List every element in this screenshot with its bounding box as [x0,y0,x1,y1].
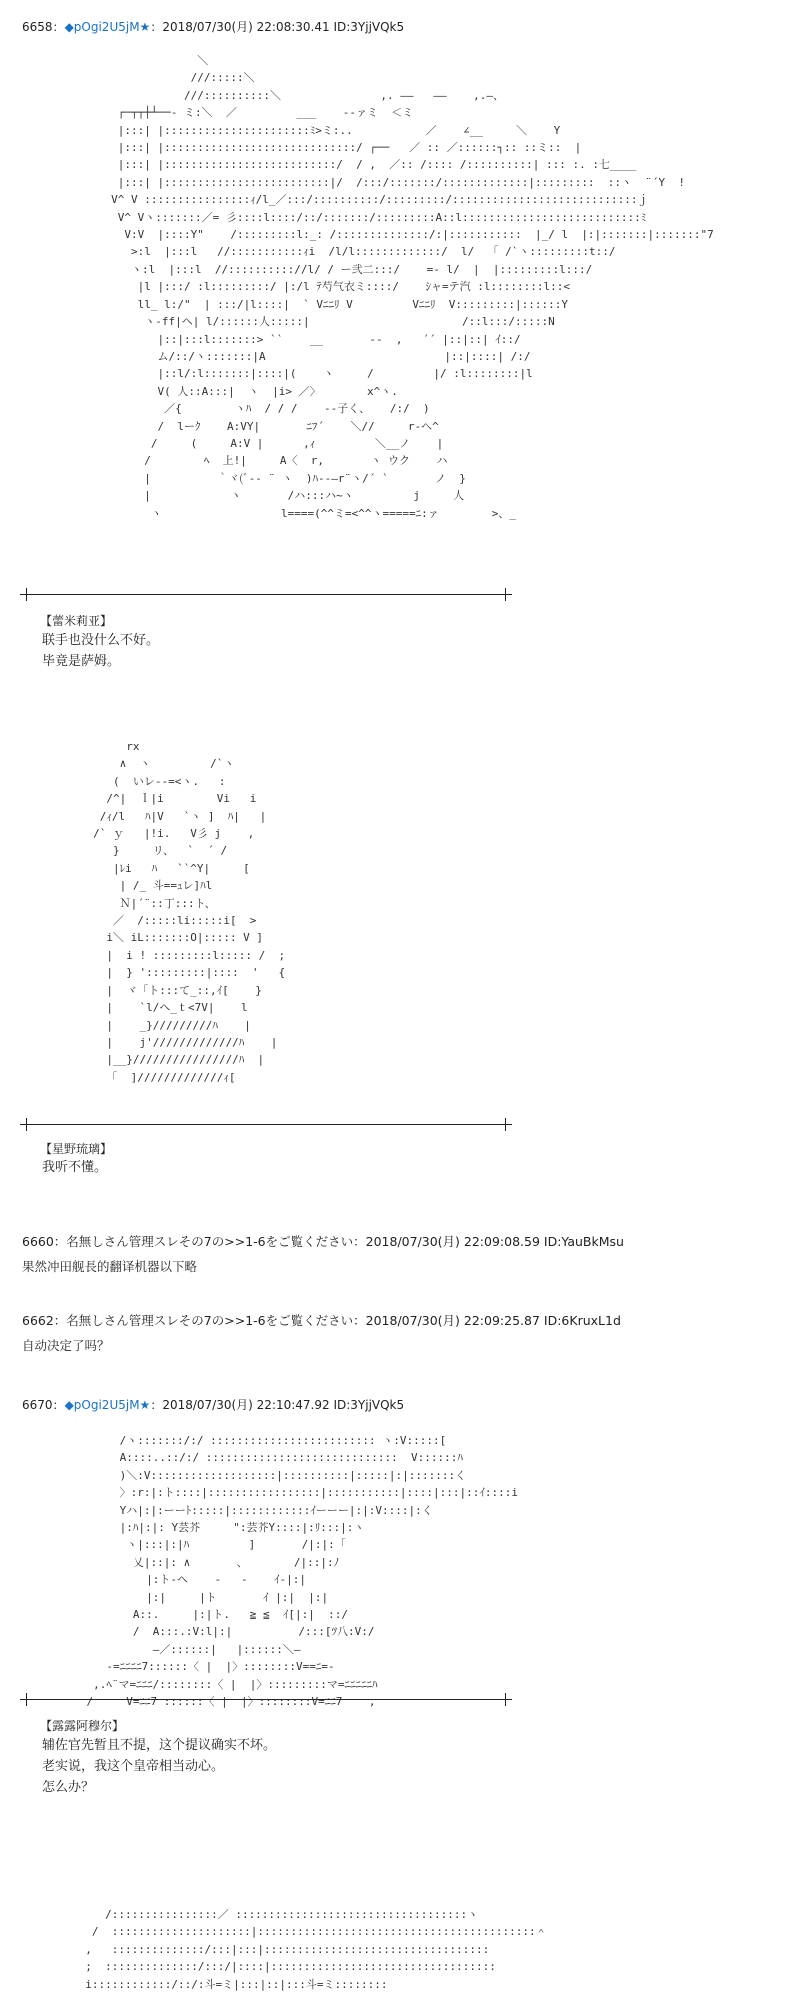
separator-tick [26,1693,27,1706]
post-header-6662: 6662：名無しさん管理スレその7の>>1-6をご覧ください：2018/07/30(月) 22:09:25.87 ID:6KruxL1d [22,1313,621,1328]
speaker-label: 【蕾米莉亚】 [40,614,113,628]
speech-text: 联手也没什么不好。 毕竟是萨姆。 [42,633,160,669]
speech-text: 我听不懂。 [42,1160,108,1175]
post-datetime: ：2018/07/30(月) 22:08:30.41 ID:3YjjVQk5 [150,20,405,34]
post-number: 6658 [22,20,53,34]
speaker-label: 【星野琉璃】 [40,1142,113,1156]
speech-text: 辅佐官先暂且不提，这个提议确实不坏。 老实说，我这个皇帝相当动心。 怎么办？ [42,1738,277,1795]
separator-tick [505,1118,506,1131]
separator-line [20,594,512,595]
separator-tick [505,588,506,601]
post-number: 6670 [22,1398,53,1412]
separator-tick [26,588,27,601]
post-body: 自动决定了吗？ [22,1338,110,1353]
separator-line [20,1699,512,1700]
star-icon: ★ [139,20,151,34]
post-datetime: ：2018/07/30(月) 22:10:47.92 ID:3YjjVQk5 [150,1398,405,1412]
post-header-6658: 6658：◆pOgi2U5jM★：2018/07/30(月) 22:08:30.41 ID:3YjjVQk5 [22,20,405,34]
post-header-6660: 6660：名無しさん管理スレその7の>>1-6をご覧ください：2018/07/30(月) 22:09:08.59 ID:YauBkMsu [22,1234,624,1249]
separator-tick [26,1118,27,1131]
ascii-art-partial: /::::::::::::::::／ :::::::::::::::::::::::::::::::::::ヽ / :::::::::::::::::::::|::::::::::::::::::::::::::::::::::::::::::＾ , ::::::::::::::/:::|:::|:::::::::::::::::::::::::::::::::: ; ::::::::::::::/:::/|::::|:::::::::::::::::::::::::::::::::: i::::::::::::/::/:斗=ミ|:::|::|:::斗=ミ:::::::: [85,1908,547,1991]
ascii-art-lelouch: /ヽ:::::::/:/ ::::::::::::::::::::::::: ヽ:V:::::[ A::::..::/:/ ::::::::::::::::::::::::::::: V::::::ﾊ )＼:V:::::::::::::::::::|::::::::::|:::::|:|:::::::く 〉:r:|:ト::::|:::::::::::::::::|:::::::::::|::::|:::|::ｲ::::i Yハ|:|:ーーﾄ:::::|::::::::::::ｲーーー|:|:V::::|:く |:ﾊ|:|: Y芸芥 ":芸芥Y::::|:ﾘ:::|:ヽ ヽ|:::|:|ﾊ ] /|:|:「 乂|::|: ∧ 、 /|::|:ﾉ |:ト‐ヘ - - ｲ‐|:| |:| |ト ｲ |:| |:| A::. |:|ト. ≧ ≦ ｲ[|:| ::/ / A:::.:V:l|:| /:::[ﾂ八:V:/ ―／::::::| |::::::＼― -=ﾆﾆﾆﾆ7::::::〈 | |〉::::::::V==ﾆ=- ,.ﾍ¨マ=ﾆﾆﾆ/::::::::〈 | |〉:::::::::マ=ﾆﾆﾆﾆﾆﾊ / V=ﾆﾆ7 ::::::〈 | |〉::::::::V=ﾆﾆ7 , [86,1434,518,1709]
author-trip-link[interactable]: ◆pOgi2U5jM [64,20,140,34]
ascii-art-remilia: ＼ ///:::::＼ ///::::::::::＼ ,. ―― ―― ,.―、 ┌─┬┬┼┴──‐ ミ:＼ ／ ___ ‐‐ァミ ＜ミ |:::| |::::::::::::::::::::::ﾐ>ミ:.. ／ ∠__ ＼ Y |:::| |:::::::::::::::::::::::::::::/ ┌── ／ :: ／::::::┐:: ::ミ:: | |:::| |::::::::::::::::::::::::::/ / , ／:: /:::: /::::::::::| ::: :. :七____ |:::| |:::::::::::::::::::::::::|/ /:::/:::::::/:::::::::::::|::::::::: ::ヽ ¨´Y ! V^ V ::::::::::::::::ｨ/l_／:::/::::::::::/:::::::::/::::::::::::::::::::::::::::ｊ V^ Vヽ:::::::／= 彡::::l::::/::/:::::::/:::::::::A::l:::::::::::::::::::::::::::ﾐ V:V |::::Y" /:::::::::l:_: /::::::::::::::/:|::::::::::: |_/ l |:|:::::::|:::::::"7 >:l |:::l //:::::::::::ｨi /l/l:::::::::::::/ l/ 「 /`ヽ:::::::::t::/ ヽ:l |:::l //:::::::::://l/ / ー弐二:::/ =‐ l/ | |:::::::::l:::/ |l |:::/ :l:::::::::/ |:/l ﾃ芍气衣ミ::::/ ｼャ=テ汽 :l::::::::l::< ll_ l:/" | :::/|l::::| ` Vﾆﾆﾘ V Vﾆﾆﾘ V:::::::::|::::::Y ヽ‐ff|ヘ| l/::::::人:::::| /::l:::/:::::N |::|:::l:::::::> `` __ ‐‐ , ´´ |::|::| ｲ::/ ム/::/ヽ:::::::|A |::|::::| /:/ |::l/:l:::::::|::::|( ヽ / |/ :l::::::::|l V( 人::A:::| ヽ |i> ／〉 x^ヽ. ／{ ヽﾊ / / / ‐‐子く、 /:/ ) / lーｸ A:VY| ﾆﾌ´ ＼// r‐へ^ / ( A:V | ,ｨ ＼__ノ | / ﾍ 上!| A〈 r, ヽ ウク ハ | ｀ヾ(ﾞ‐‐ ¨ ヽ )ﾊ‐‐―r¨ヽ/´ ` ノ } | ヽ /ハ:::ハ~ヽ j 人 ヽ l====(^^ミ=<^^ヽ=====ﾆ:ァ >、_ [111,54,714,520]
separator-tick [505,1693,506,1706]
post-header-6670: 6670：◆pOgi2U5jM★：2018/07/30(月) 22:10:47.92 ID:3YjjVQk5 [22,1398,405,1412]
post-body: 果然冲田舰長的翻译机器以下略 [22,1259,198,1274]
author-trip-link[interactable]: ◆pOgi2U5jM [64,1398,140,1412]
star-icon: ★ [139,1398,151,1412]
ascii-art-ruri: rx ∧ ヽ /`ヽ ( いレ-‐=<ヽ. : /^| ｌ|i Vi i /ｨ/l ﾊ|V `ヽ ] ﾊ| | /` ｙ |!i. V彡 j , } リ、 ` ´ / |ﾚi ﾊ ``^Y| [ | /_ 斗==ｭレ]ﾊl Ｎ|´¨::丁:::ト、 ／ /:::::li:::::i[ > i＼ iL:::::::O|::::: V ] | i ! :::::::::l::::: / ; | } ':::::::::|:::: ' { | ヾ「ト:::て_::,ｲ[ } | `l/ヘ_ｔ<7V| l | _}/////////ﾊ | | j'/////////////ﾊ | |__}////////////////ﾊ | 「 ]/////////////ｨ[ [93,740,286,1084]
separator-line [20,1124,512,1125]
speaker-label: 【露露阿穆尔】 [40,1719,125,1733]
